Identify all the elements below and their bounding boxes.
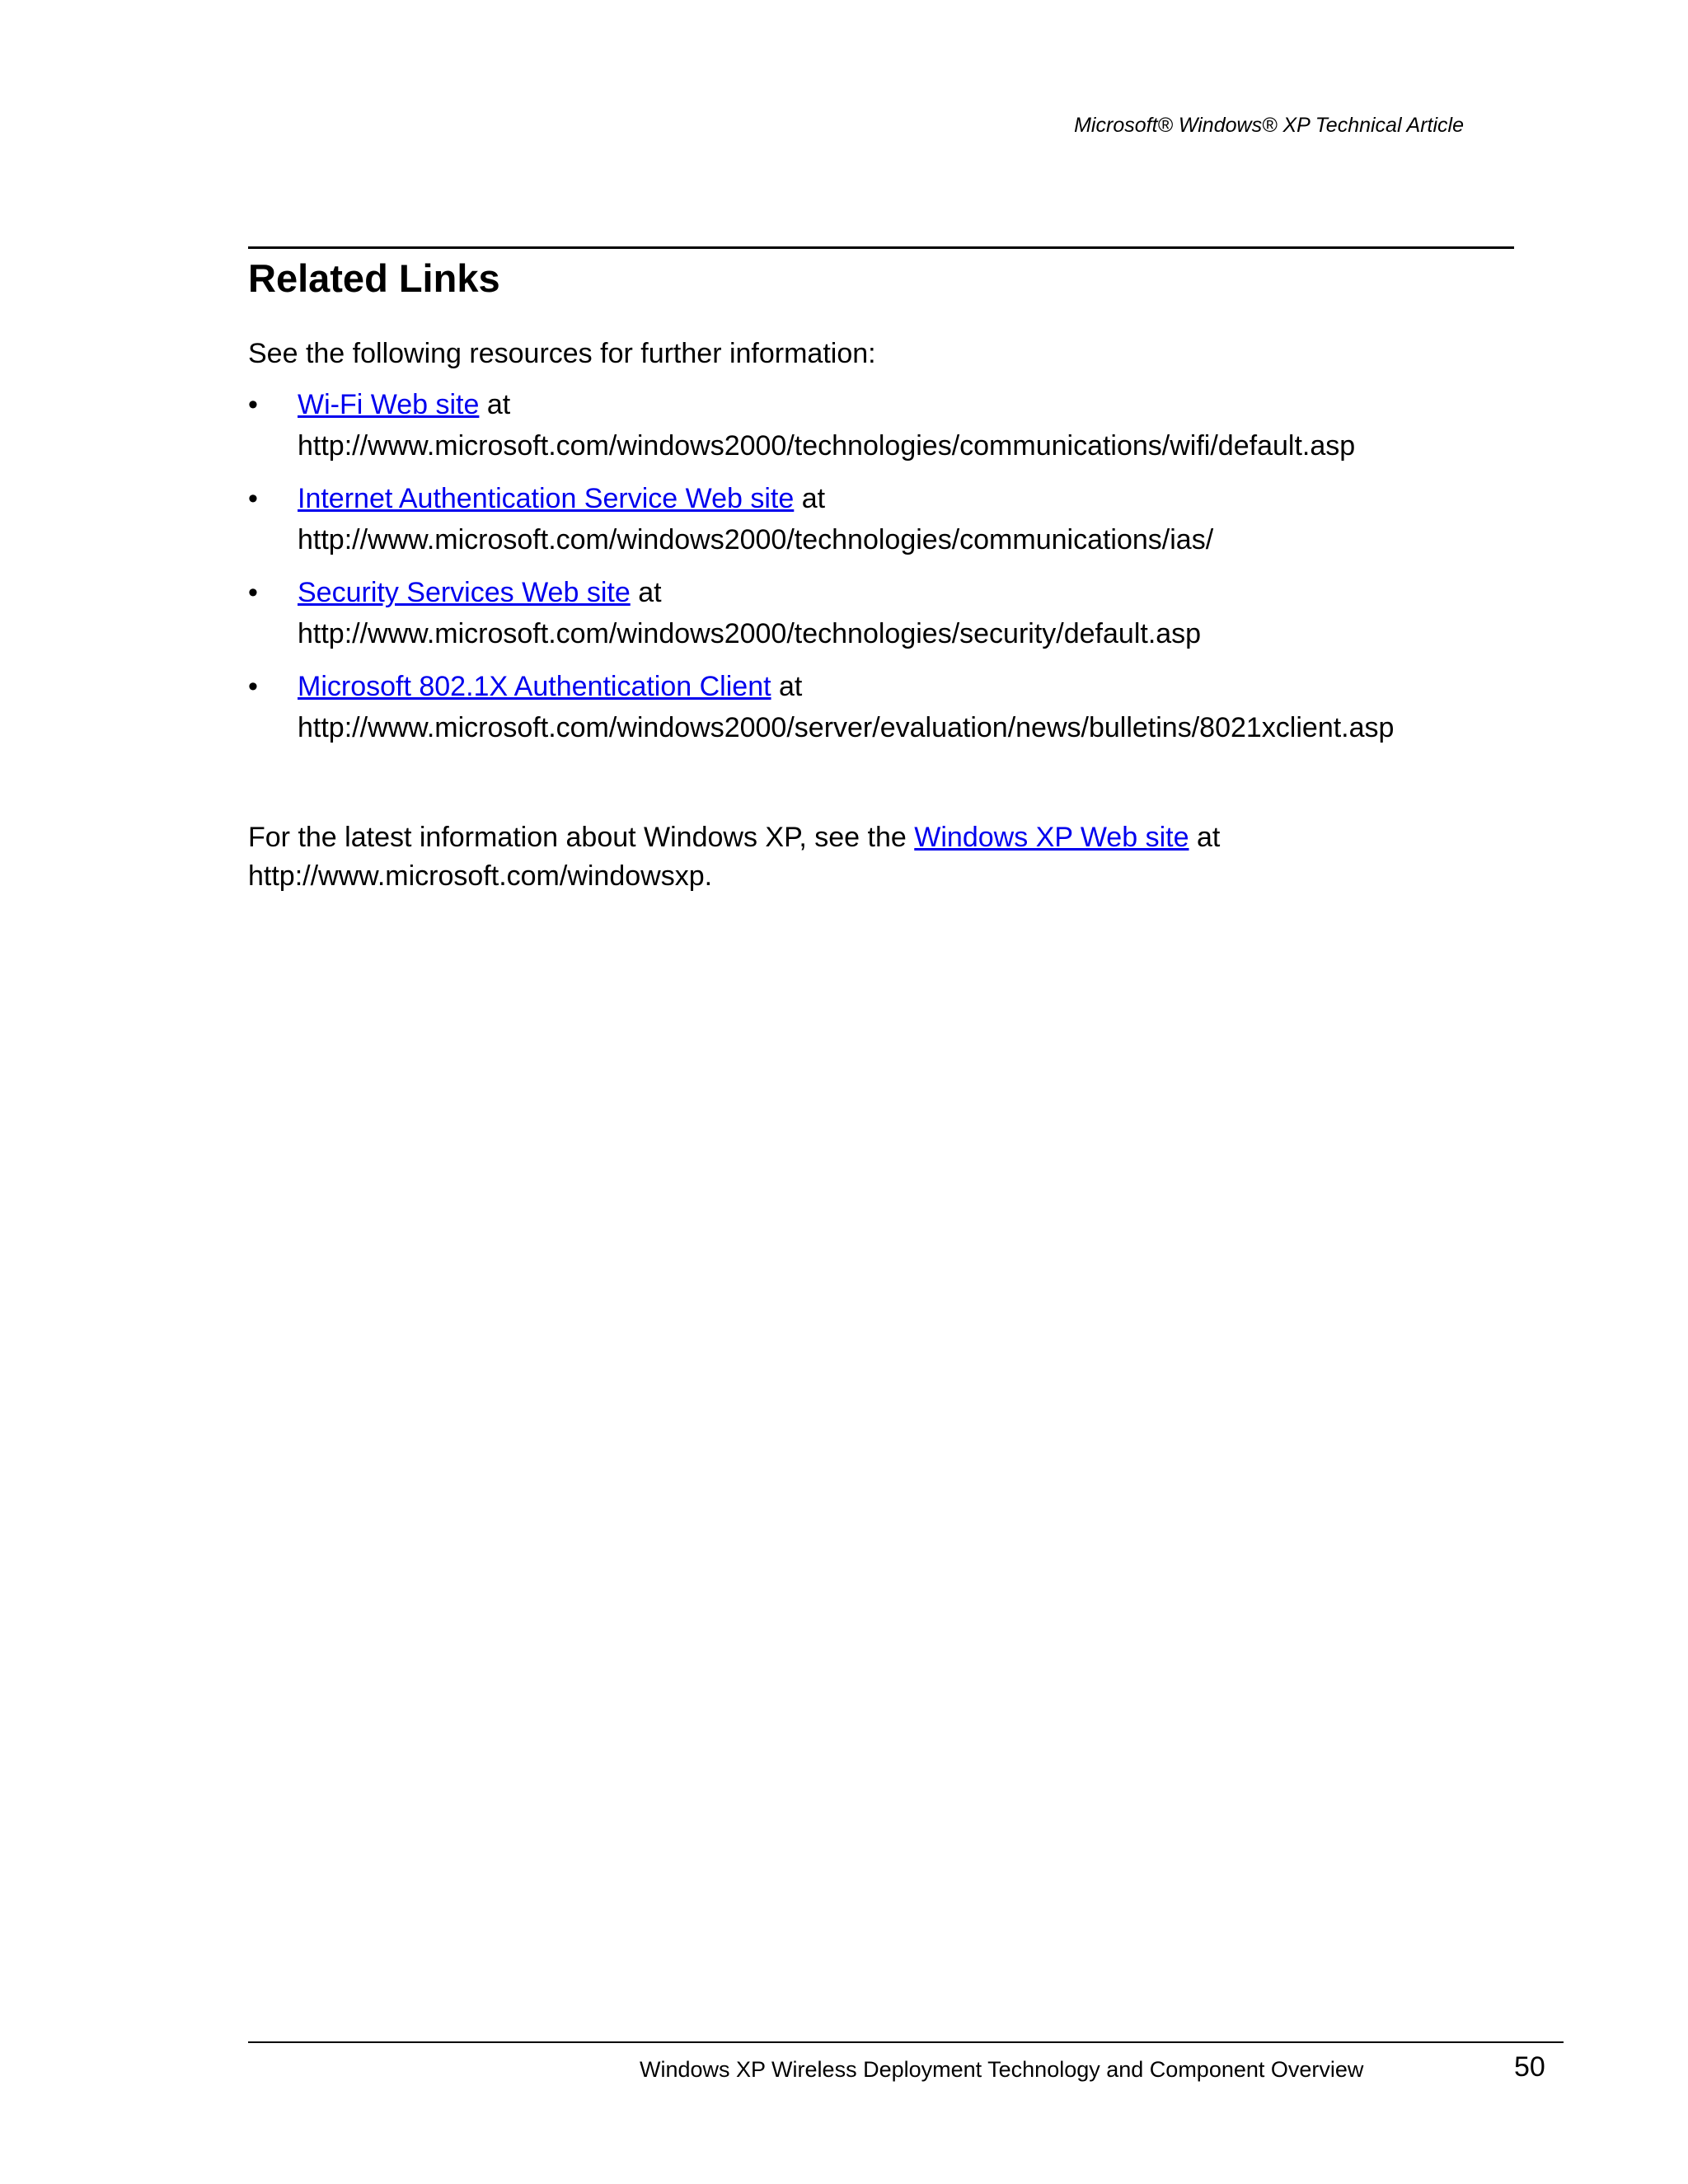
link-connector: at [486,389,511,420]
list-item [248,572,1567,654]
ias-web-site-link[interactable]: Internet Authentication Service Web site [298,483,795,514]
8021x-authentication-client-link[interactable]: Microsoft 802.1X Authentication Client [298,671,771,702]
link-url: http://www.microsoft.com/windows2000/technologies/security/default.asp [298,618,1202,649]
footer-divider [248,2041,1564,2043]
link-url: http://www.microsoft.com/windows2000/technologies/communications/ias/ [298,524,1214,555]
bullet-icon: • [248,671,258,702]
closing-suffix: at [1196,822,1221,853]
section-title: Related Links [248,256,500,300]
list-item [248,666,1567,748]
list-item [248,384,1567,466]
closing-prefix: For the latest information about Windows XP, see the [248,822,907,853]
wifi-web-site-link[interactable]: Wi-Fi Web site [298,389,480,420]
page-number: 50 [1514,2051,1545,2083]
running-header: Microsoft® Windows® XP Technical Article [1074,114,1464,137]
intro-paragraph: See the following resources for further information: [248,338,876,369]
list-item [248,478,1567,560]
link-connector: at [801,483,826,514]
bullet-icon: • [248,389,258,420]
windows-xp-web-site-link[interactable]: Windows XP Web site [914,822,1189,853]
footer-title: Windows XP Wireless Deployment Technology and Component Overview [640,2057,1364,2082]
link-url: http://www.microsoft.com/windows2000/server/evaluation/news/bulletins/8021xclient.asp [298,712,1395,743]
related-links-list [248,384,1567,760]
link-connector: at [779,671,803,702]
closing-paragraph [248,818,1534,896]
bullet-icon: • [248,577,258,608]
link-url: http://www.microsoft.com/windows2000/technologies/communications/wifi/default.asp [298,430,1356,462]
section-divider [248,246,1514,249]
security-services-web-site-link[interactable]: Security Services Web site [298,577,631,608]
bullet-icon: • [248,483,258,514]
link-connector: at [638,577,662,608]
closing-url: http://www.microsoft.com/windowsxp. [248,860,713,892]
